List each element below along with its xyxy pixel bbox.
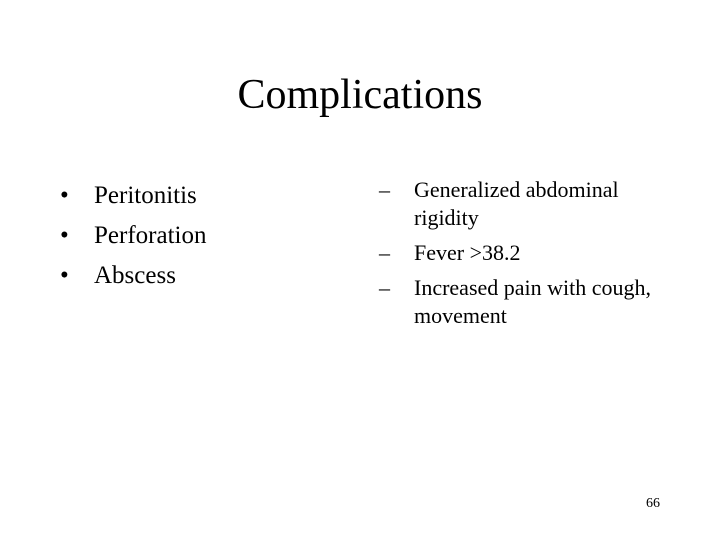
dash-marker: – [379, 177, 390, 202]
sub-bullet-item-pain [379, 274, 679, 330]
sub-bullet-text: Increased pain with cough, movement [414, 275, 652, 328]
bullet-text: Perforation [94, 222, 207, 249]
dash-marker: – [379, 240, 390, 265]
bullet-item-abscess [60, 256, 320, 296]
sub-bullet-text: Fever >38.2 [414, 240, 521, 265]
bullet-marker: • [60, 182, 69, 209]
dash-marker: – [379, 275, 390, 300]
sub-bullet-item-fever [379, 239, 679, 267]
bullet-item-peritonitis [60, 176, 320, 216]
right-sub-bullet-list [379, 176, 679, 337]
bullet-text: Abscess [94, 262, 176, 289]
sub-bullet-item-rigidity [379, 176, 679, 232]
bullet-text: Peritonitis [94, 182, 197, 209]
sub-bullet-text: Generalized abdominal rigidity [414, 177, 619, 230]
bullet-marker: • [60, 222, 69, 249]
bullet-marker: • [60, 262, 69, 289]
left-bullet-list [60, 176, 320, 296]
bullet-item-perforation [60, 216, 320, 256]
page-number: 66 [646, 496, 660, 511]
slide-title: Complications [237, 72, 483, 118]
